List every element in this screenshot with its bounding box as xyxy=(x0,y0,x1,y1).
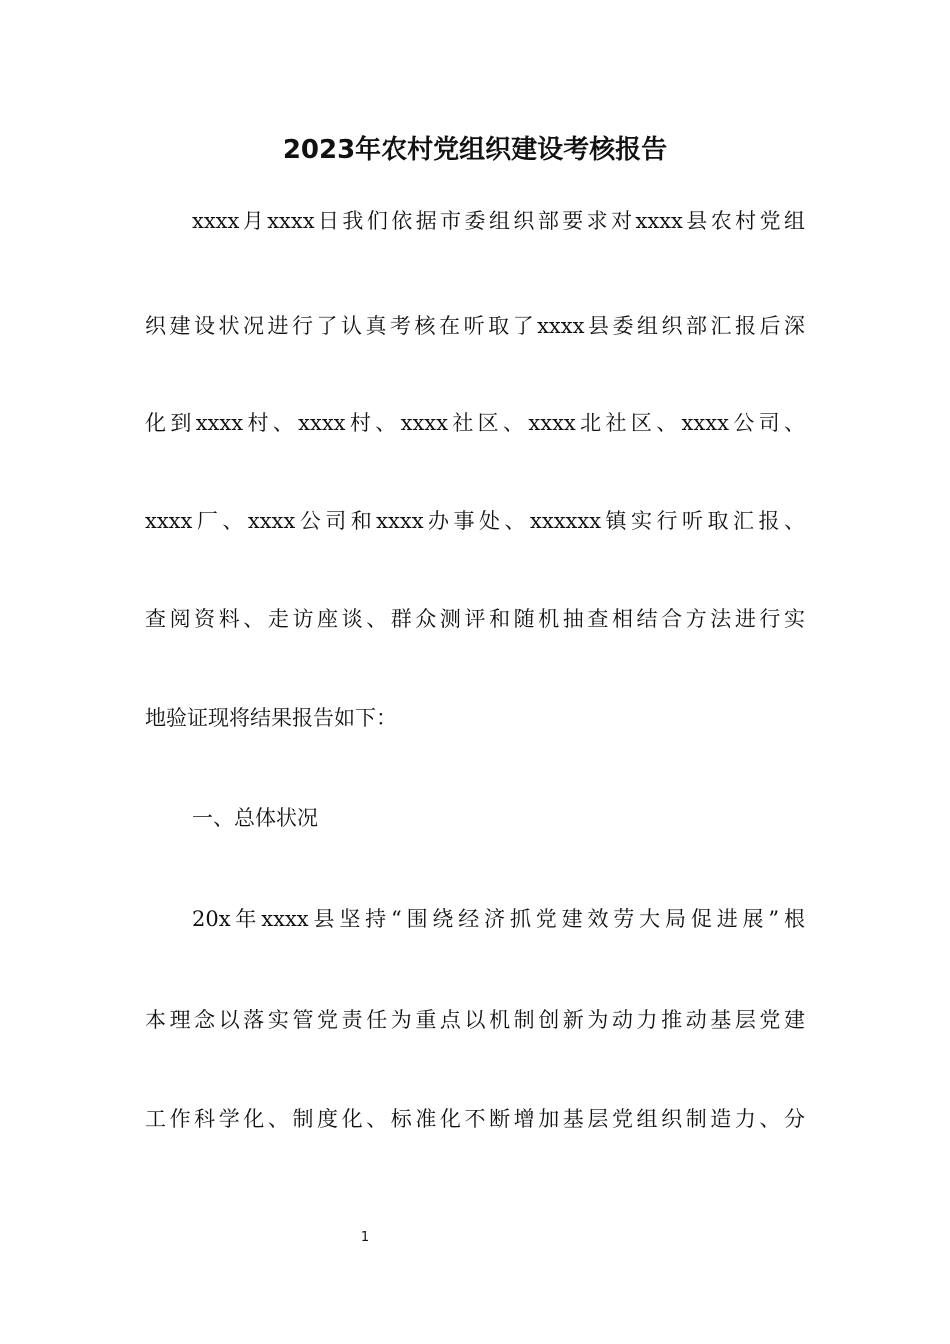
paragraph-line: 查阅资料、走访座谈、群众测评和随机抽查相结合方法进行实 xyxy=(145,607,805,631)
paragraph-line: 工作科学化、制度化、标准化不断增加基层党组织制造力、分 xyxy=(145,1107,805,1131)
page-number: 1 xyxy=(360,1230,370,1245)
paragraph-line: xxxx月xxxx日我们依据市委组织部要求对xxxx县农村党组 xyxy=(192,209,805,233)
paragraph-line: 织建设状况进行了认真考核在听取了xxxx县委组织部汇报后深 xyxy=(145,314,805,338)
paragraph-line: xxxx厂、xxxx公司和xxxx办事处、xxxxxx镇实行听取汇报、 xyxy=(145,509,805,533)
page-title: 2023年农村党组织建设考核报告 xyxy=(282,135,668,165)
paragraph-line: 化到xxxx村、xxxx村、xxxx社区、xxxx北社区、xxxx公司、 xyxy=(145,411,805,435)
section-heading: 一、总体状况 xyxy=(192,806,318,830)
paragraph-line: 20x年xxxx县坚持“围绕经济抓党建效劳大局促进展”根 xyxy=(192,907,805,931)
paragraph-line: 本理念以落实管党责任为重点以机制创新为动力推动基层党建 xyxy=(145,1008,805,1032)
paragraph-line: 地验证现将结果报告如下： xyxy=(145,706,397,730)
